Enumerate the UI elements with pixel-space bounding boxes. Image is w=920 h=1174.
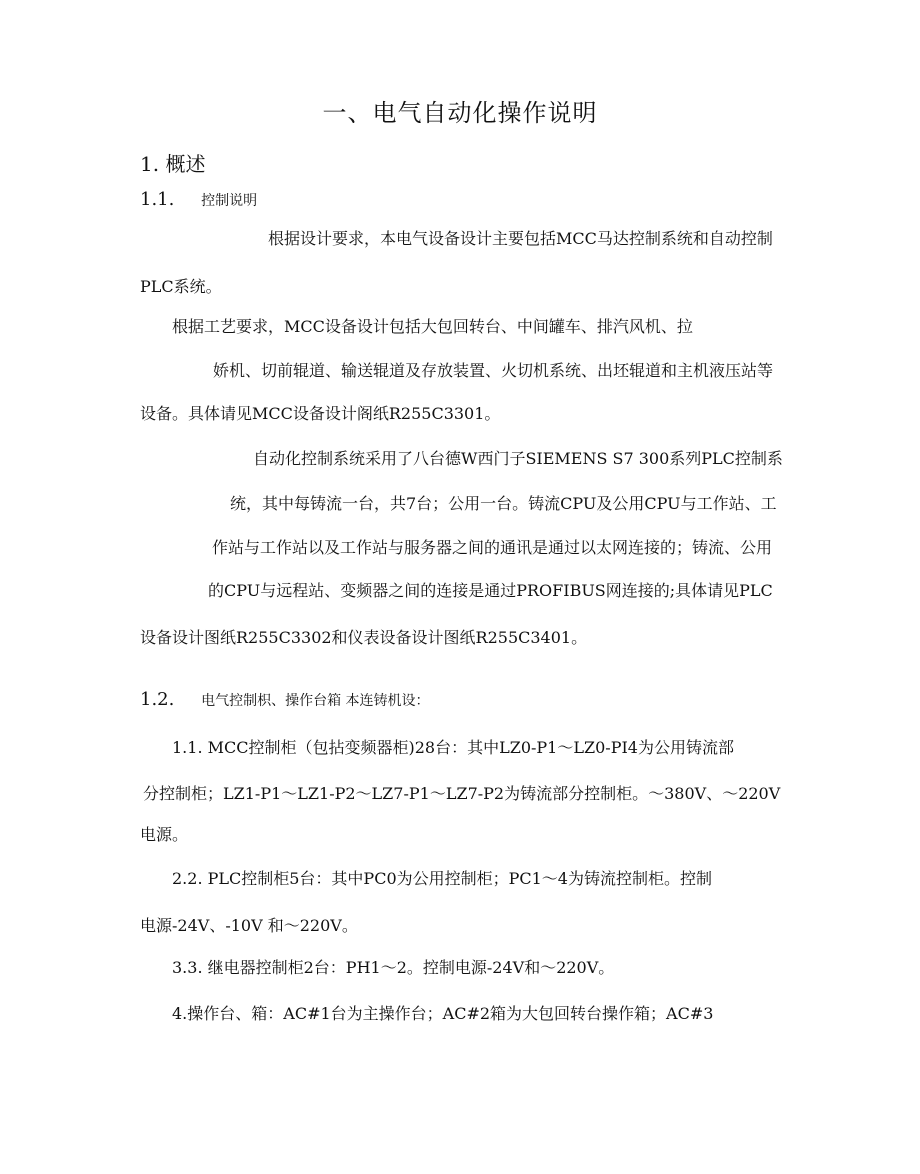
list-item: 2.2. PLC控制柜5台：其中PC0为公用控制柜；PC1～4为铸流控制柜。控制 (172, 869, 712, 888)
paragraph-line: 根据工艺要求，MCC设备设计包括大包回转台、中间罐车、排汽风机、拉 (172, 317, 693, 336)
page-title: 一、电气自动化操作说明 (322, 99, 598, 127)
paragraph-line: 作站与工作站以及工作站与服务器之间的通讯是通过以太网连接的；铸流、公用 (212, 538, 773, 557)
paragraph-line: 自动化控制系统采用了八台德W西门子SIEMENS S7 300系列PLC控制系 (253, 449, 783, 468)
subsection-label: 电气控制枳、操作台箱 本连铸机设： (201, 693, 430, 709)
list-item: 分控制柜；LZ1-P1～LZ1-P2～LZ7-P1～LZ7-P2为铸流部分控制柜。～380V、～220V (143, 784, 781, 803)
section-heading-overview: 1. 概述 (140, 152, 206, 176)
subsection-number: 1.2. (140, 689, 175, 710)
list-item: 电源。 (140, 825, 189, 844)
paragraph-line: 娇机、切前辊道、输送辊道及存放装置、火切机系统、出坯辊道和主机液压站等 (213, 361, 774, 380)
subsection-heading-1-2 (140, 689, 430, 710)
paragraph-line: 的CPU与远程站、变频器之间的连接是通过PROFIBUS网连接的;具体请见PLC (208, 581, 773, 600)
paragraph-line: PLC系统。 (140, 277, 222, 296)
subsection-heading-1-1 (140, 189, 257, 210)
list-item: 1.1. MCC控制柜（包拈变频器柜)28台：其中LZ0-P1～LZ0-PI4为公用铸流部 (172, 738, 734, 757)
paragraph-line: 统，其中每铸流一台，共7台；公用一台。铸流CPU及公用CPU与工作站、工 (230, 494, 777, 513)
list-item: 3.3. 继电器控制柜2台：PH1～2。控制电源-24V和～220V。 (172, 958, 615, 977)
paragraph-line: 根据设计要求，本电气设备设计主要包括MCC马达控制系统和自动控制 (268, 229, 773, 248)
subsection-number: 1.1. (140, 189, 175, 210)
subsection-label: 控制说明 (201, 193, 258, 209)
paragraph-line: 设备设计图纸R255C3302和仪表设备设计图纸R255C3401。 (140, 628, 588, 647)
list-item: 4.操作台、箱：AC#1台为主操作台；AC#2箱为大包回转台操作箱；AC#3 (172, 1004, 714, 1023)
list-item: 电源-24V、-10V 和～220V。 (140, 916, 358, 935)
paragraph-line: 设备。具体请见MCC设备设计阁纸R255C3301。 (140, 404, 501, 423)
